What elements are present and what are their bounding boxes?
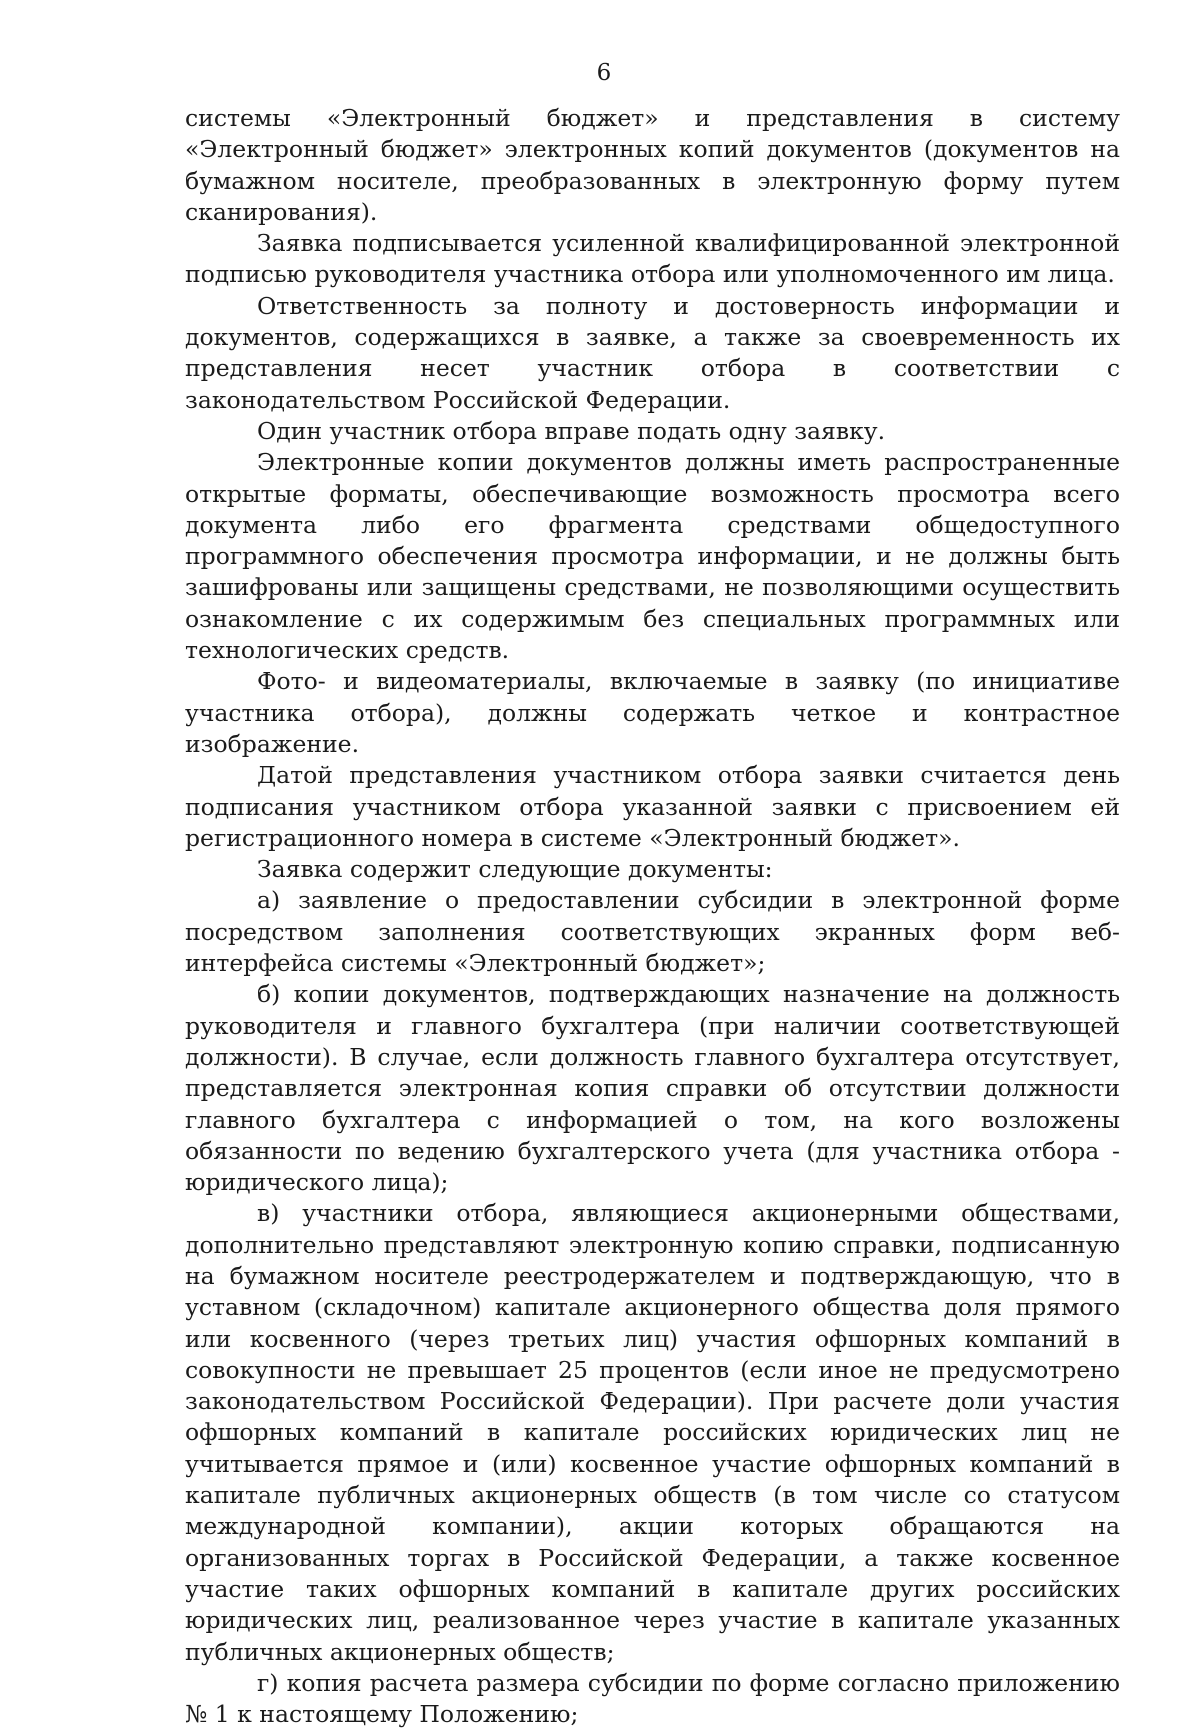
page-number: 6 xyxy=(596,60,612,86)
list-item-v: в) участники отбора, являющиеся акционерными обществами, дополнительно представляют электронную копию справки, подписанную на бумажном носителе реестродержателем и подтверждающую, что в уставном (складочном) капитале акционерного общества доля прямого или косвенного (через третьих лиц) участия офшорных компаний в совокупности не превышает 25 процентов (если иное не предусмотрено законодательством Российской Федерации). При расчете доли участия офшорных компаний в капитале российских юридических лиц не учитывается прямое и (или) косвенное участие офшорных компаний в капитале публичных акционерных обществ (в том числе со статусом международной компании), акции которых обращаются на организованных торгах в Российской Федерации, а также косвенное участие таких офшорных компаний в капитале других российских юридических лиц, реализованное через участие в капитале указанных публичных акционерных обществ; xyxy=(185,1199,1120,1666)
paragraph-signature: Заявка подписывается усиленной квалифицированной электронной подписью руководителя участника отбора или уполномоченного им лица. xyxy=(185,229,1120,289)
paragraph-responsibility: Ответственность за полноту и достоверность информации и документов, содержащихся в заявке, а также за своевременность их представления несет участник отбора в соответствии с законодательством Российской Федерации. xyxy=(185,291,1120,414)
paragraph-documents-intro: Заявка содержит следующие документы: xyxy=(257,855,773,884)
list-item-a: а) заявление о предоставлении субсидии в электронной форме посредством заполнения соответствующих экранных форм веб-интерфейса системы «Электронный бюджет»; xyxy=(185,886,1120,978)
list-item-g: г) копия расчета размера субсидии по форме согласно приложению № 1 к настоящему Положению; xyxy=(185,1668,1120,1729)
paragraph-submission-date: Датой представления участником отбора заявки считается день подписания участником отбора указанной заявки с присвоением ей регистрационного номера в системе «Электронный бюджет». xyxy=(185,761,1120,852)
list-item-b: б) копии документов, подтверждающих назначение на должность руководителя и главного бухгалтера (при наличии соответствующей должности). В случае, если должность главного бухгалтера отсутствует, представляется электронная копия справки об отсутствии должности главного бухгалтера с информацией о том, на кого возложены обязанности по ведению бухгалтерского учета (для участника отбора - юридического лица); xyxy=(185,980,1120,1197)
paragraph-photo-video: Фото- и видеоматериалы, включаемые в заявку (по инициативе участника отбора), должны содержать четкое и контрастное изображение. xyxy=(185,667,1120,758)
paragraph-continuation: системы «Электронный бюджет» и представления в систему «Электронный бюджет» электронных копий документов (документов на бумажном носителе, преобразованных в электронную форму путем сканирования). xyxy=(185,104,1120,226)
paragraph-single-application: Один участник отбора вправе подать одну заявку. xyxy=(257,416,886,445)
document-body xyxy=(185,103,1120,1730)
paragraph-electronic-copies: Электронные копии документов должны иметь распространенные открытые форматы, обеспечивающие возможность просмотра всего документа либо его фрагмента средствами общедоступного программного обеспечения просмотра информации, и не должны быть зашифрованы или защищены средствами, не позволяющими осуществить ознакомление с их содержимым без специальных программных или технологических средств. xyxy=(185,448,1120,665)
